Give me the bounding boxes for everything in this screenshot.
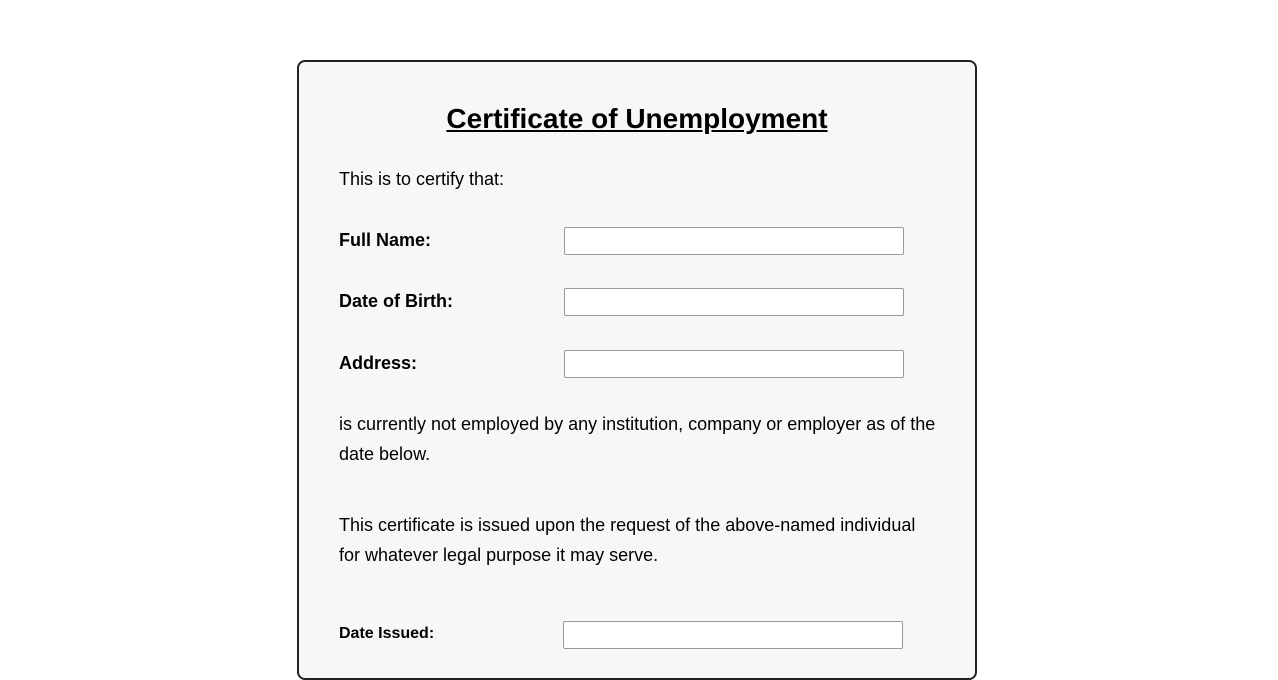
address-label: Address: (339, 353, 418, 373)
date-issued-field[interactable] (563, 621, 903, 649)
date-of-birth-label: Date of Birth: (339, 291, 453, 311)
address-field[interactable] (564, 350, 904, 378)
certificate-card (297, 60, 977, 680)
full-name-label: Full Name: (339, 230, 432, 250)
intro-text: This is to certify that: (339, 169, 505, 189)
date-of-birth-field[interactable] (564, 288, 904, 316)
employment-statement: is currently not employed by any institution, company or employer as of the date below. (339, 414, 936, 464)
purpose-statement: This certificate is issued upon the request of the above-named individual for whatever legal purpose it may serve. (339, 515, 916, 565)
full-name-field[interactable] (564, 227, 904, 255)
page-title: Certificate of Unemployment (446, 103, 828, 134)
date-issued-label: Date Issued: (339, 625, 435, 642)
